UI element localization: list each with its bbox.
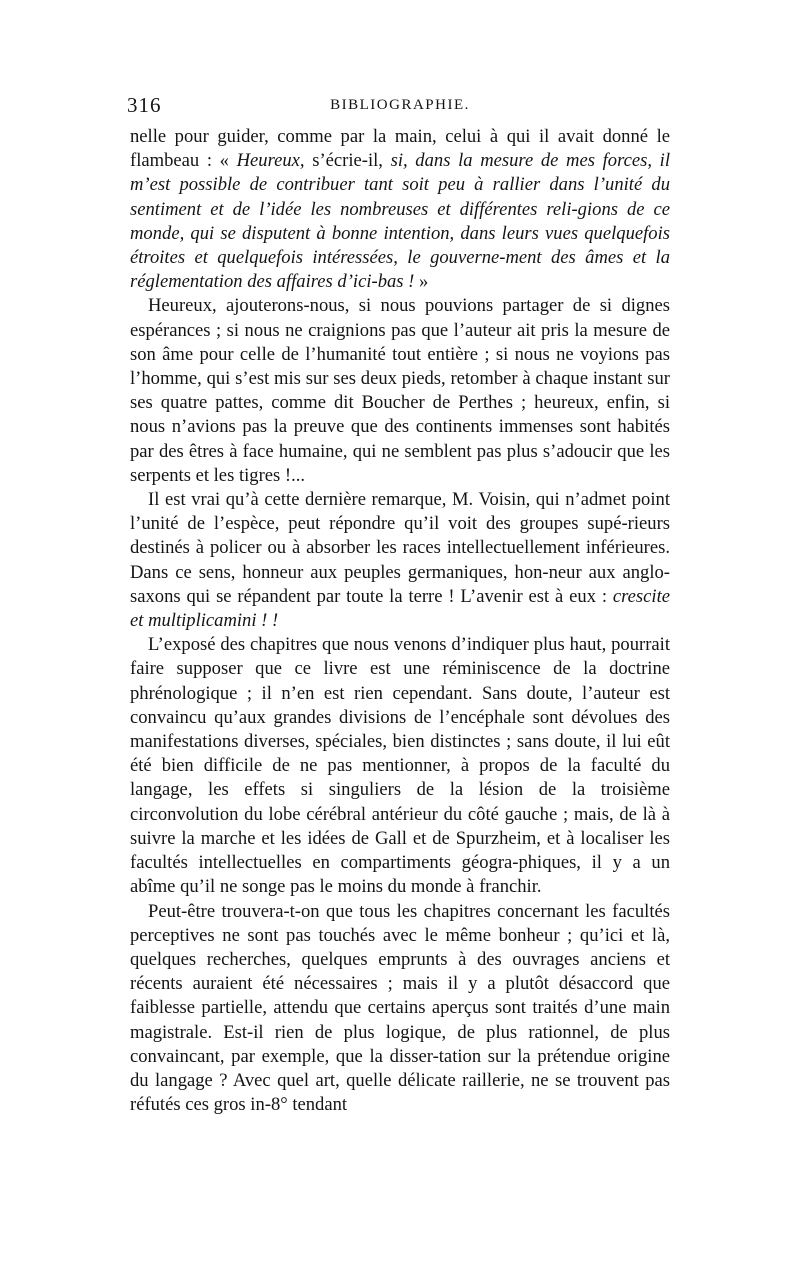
text-run: s’écrie-il, [304,150,391,172]
text-run: Peut-être trouvera-t-on que tous les chapitres concernant les facultés perceptives ne sont pas touchés avec le même bonheur ; qu’ici et là, quelques recherches, quelques emprunts à des ouvrages anciens et récents auraient été nécessaires ; mais il y a plutôt désaccord que faiblesse partielle, attendu que certains aperçus sont traités d’une main magistrale. Est-il rien de plus logique, de plus rationnel, de plus convaincant, par exemple, que la disser-tation sur la prétendue origine du langage ? Avec quel art, quelle délicate raillerie, ne se trouvent pas réfutés ces gros in-8° tendant [130,900,670,1116]
running-title: BIBLIOGRAPHIE. [330,97,470,113]
text-run: L’exposé des chapitres que nous venons d’indiquer plus haut, pourrait faire supposer que ce livre est une réminiscence de la doctrine phrénologique ; il n’en est rien cependant. Sans doute, l’auteur est convaincu qu’aux grandes divisions de l’encéphale sont dévolues des manifestations diverses, spéciales, bien distinctes ; sans doute, il lui eût été bien difficile de ne pas mentionner, à propos de la faculté du langage, les effets si singuliers de la lésion de la troisième circonvolution du lobe cérébral antérieur du côté gauche ; mais, de là à suivre la marche et les idées de Gall et de Spurzheim, et à localiser les facultés intellectuelles en compartiments géogra-phiques, il y a un abîme qu’il ne songe pas le moins du monde à franchir. [130,634,670,898]
paragraph-1 [130,125,670,294]
italic-text-run: Heureux, [236,150,305,172]
body-text [130,125,670,1117]
page-number: 316 [127,93,162,117]
book-page [127,92,671,1117]
paragraph-4 [130,633,670,899]
italic-text-run: si, dans la mesure de mes forces, il m’est possible de contribuer tant soit peu à rallier dans l’unité du sentiment et de l’idée les nombreuses et différentes reli-gions de ce monde, qui se disputent à bonne intention, dans leurs vues quelquefois étroites et quelquefois intéressées, le gouverne-ment des âmes et la réglementation des affaires d’ici-bas ! [130,150,671,293]
text-run: Heureux, ajouterons-nous, si nous pouvions partager de si dignes espérances ; si nous ne craignions pas que l’auteur ait pris la mesure de son âme pour celle de l’humanité tout entière ; si nous ne voyions pas l’homme, qui s’est mis sur ses deux pieds, retomber à chaque instant sur ses quatre pattes, comme dit Boucher de Perthes ; heureux, enfin, si nous n’avions pas la preuve que des continents immenses sont habités par des êtres à face humaine, qui ne semblent pas plus s’adoucir que les serpents et les tigres !... [130,295,670,486]
text-run: » [414,271,429,293]
text-run: nelle pour guider, comme par la main, celui à qui il avait donné le flambeau : « [130,126,670,172]
running-head [127,92,670,118]
text-run: Il est vrai qu’à cette dernière remarque, M. Voisin, qui n’admet point l’unité de l’espèce, peut répondre qu’il voit des groupes supé-rieurs destinés à policer ou à absorber les races intellectuellement inférieures. Dans ce sens, honneur aux peuples germaniques, hon-neur aux anglo-saxons qui se répandent par toute la terre ! L’avenir est à eux : [130,489,670,607]
paragraph-5 [130,900,670,1118]
paragraph-2 [130,294,670,488]
paragraph-3 [130,488,670,633]
italic-text-run: crescite et multiplicamini ! ! [130,585,670,632]
